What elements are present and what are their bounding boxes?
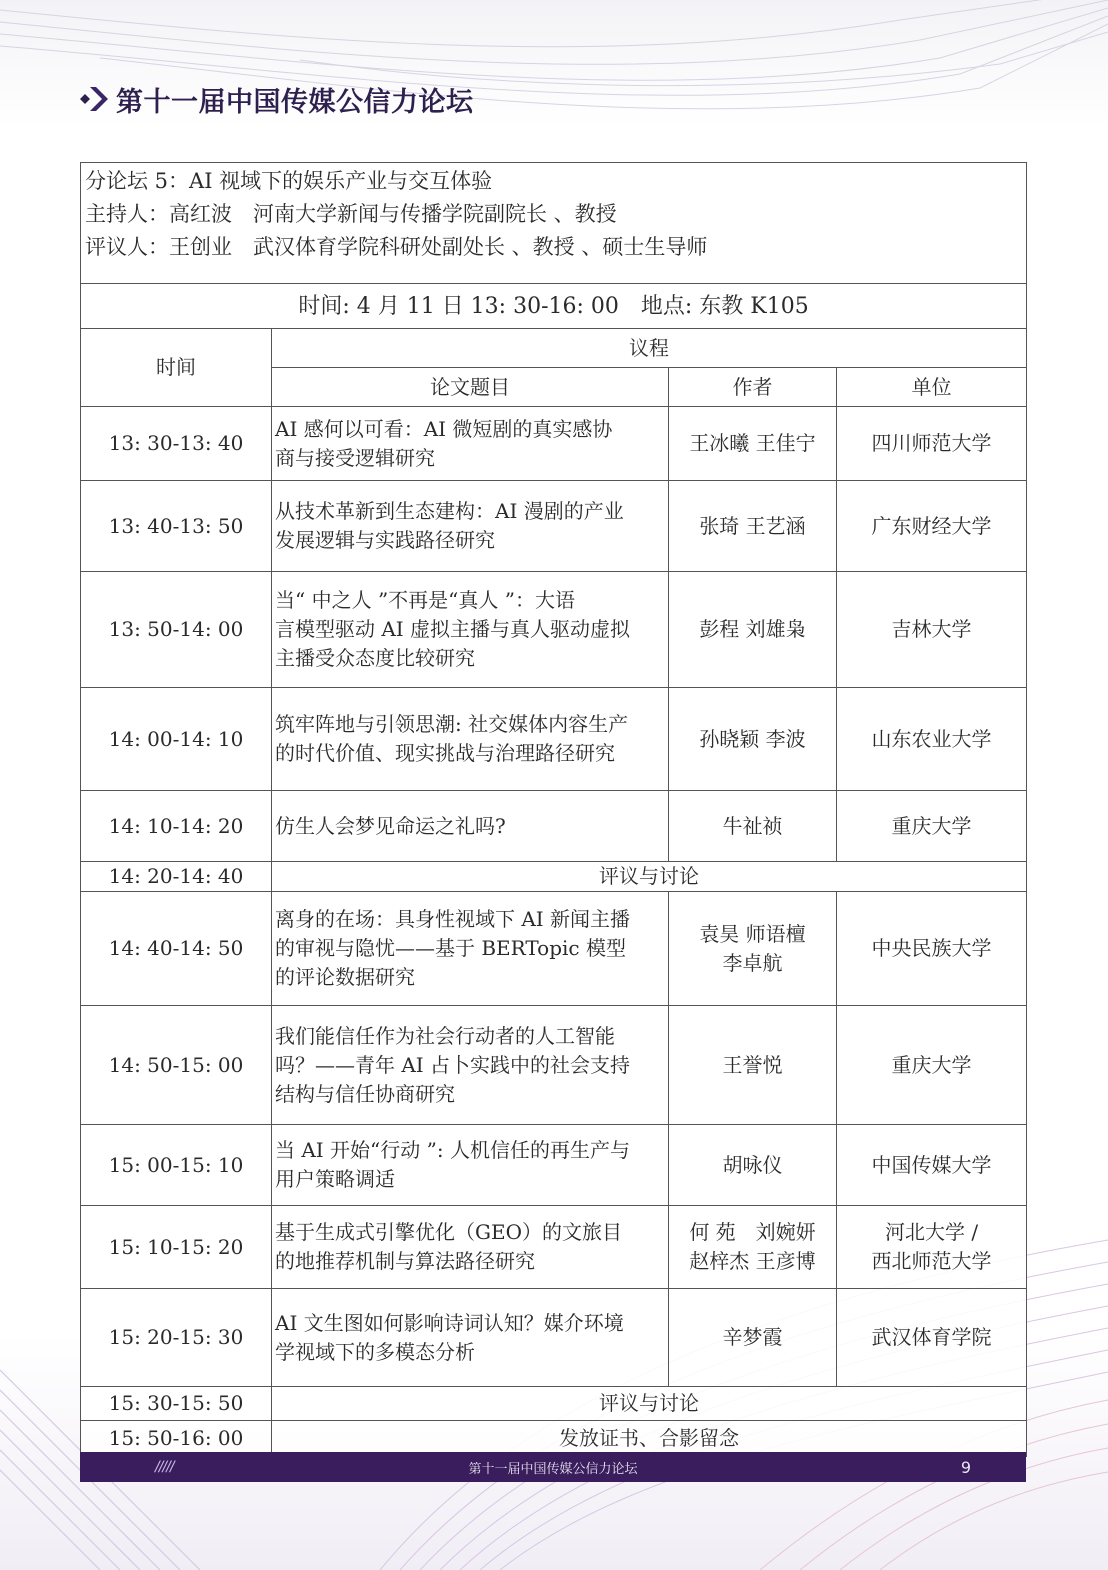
unit — [837, 892, 1027, 1006]
author — [669, 1125, 837, 1206]
unit — [837, 1125, 1027, 1206]
author — [669, 572, 837, 688]
paper-title-line: 言模型驱动 AI 虚拟主播与真人驱动虚拟 — [275, 617, 631, 641]
unit-line: 西北师范大学 — [871, 1249, 992, 1273]
author-line: 赵梓杰 王彦博 — [689, 1249, 816, 1273]
paper-title-line: 吗？——青年 AI 占卜实践中的社会支持 — [275, 1052, 631, 1077]
paper-title-line: 我们能信任作为社会行动者的人工智能 — [275, 1023, 615, 1048]
paper-title-line: 当 AI 开始“行动 ”: 人机信任的再生产与 — [275, 1138, 630, 1162]
paper-title-line: 发展逻辑与实践路径研究 — [275, 528, 495, 552]
agenda-row — [81, 862, 1027, 892]
footer-title: 第十一届中国传媒公信力论坛 — [468, 1461, 638, 1477]
unit — [837, 572, 1027, 688]
paper-title-line: 离身的在场：具身性视域下 AI 新闻主播 — [275, 907, 631, 931]
author-line: 王誉悦 — [722, 1052, 783, 1077]
paper-title — [272, 688, 669, 791]
unit-line: 中央民族大学 — [871, 936, 992, 960]
row-time: 13: 30-13: 40 — [81, 407, 272, 481]
paper-title-line: 的审视与隐忧——基于 BERTopic 模型 — [275, 936, 626, 960]
row-time: 14: 40-14: 50 — [81, 892, 272, 1006]
footer-bar — [80, 1452, 1026, 1482]
agenda-row — [81, 1289, 1027, 1387]
unit-line: 吉林大学 — [891, 617, 972, 641]
session-info — [81, 163, 1027, 284]
paper-title-line: 用户策略调适 — [275, 1167, 395, 1191]
paper-title-line: 结构与信任协商研究 — [275, 1081, 455, 1106]
paper-title-line: 仿生人会梦见命运之礼吗? — [275, 813, 506, 838]
row-time: 15: 50-16: 00 — [81, 1421, 272, 1457]
paper-title — [272, 481, 669, 572]
header-author: 作者 — [669, 368, 837, 407]
author-line: 胡咏仪 — [722, 1152, 783, 1177]
paper-title — [272, 407, 669, 481]
row-time: 15: 20-15: 30 — [81, 1289, 272, 1387]
unit — [837, 1206, 1027, 1289]
paper-title — [272, 572, 669, 688]
paper-title — [272, 791, 669, 862]
author-line: 孙晓颖 李波 — [699, 726, 806, 751]
row-time: 15: 00-15: 10 — [81, 1125, 272, 1206]
paper-title — [272, 1206, 669, 1289]
author-line: 张琦 王艺涵 — [699, 513, 806, 538]
unit — [837, 1289, 1027, 1387]
row-activity: 评议与讨论 — [272, 862, 1027, 892]
paper-title-line: 商与接受逻辑研究 — [275, 445, 435, 470]
row-time: 14: 20-14: 40 — [81, 862, 272, 892]
agenda-row — [81, 892, 1027, 1006]
author-line: 彭程 刘雄枭 — [699, 617, 806, 641]
author-line: 李卓航 — [722, 950, 783, 975]
unit — [837, 791, 1027, 862]
header-paper-title: 论文题目 — [272, 368, 669, 407]
unit-line: 广东财经大学 — [871, 513, 992, 538]
author — [669, 1289, 837, 1387]
unit — [837, 1006, 1027, 1125]
author-line: 袁昊 师语檀 — [699, 921, 806, 946]
forum-line: 分论坛 5：AI 视域下的娱乐产业与交互体验 — [85, 169, 493, 193]
paper-title-line: 学视域下的多模态分析 — [275, 1339, 475, 1364]
row-time: 15: 10-15: 20 — [81, 1206, 272, 1289]
page-number: 9 — [960, 1457, 971, 1477]
author — [669, 1206, 837, 1289]
session-info-row — [81, 163, 1027, 284]
author-line: 牛祉祯 — [722, 813, 783, 838]
agenda-row — [81, 791, 1027, 862]
paper-title-line: AI 感何以可看：AI 微短剧的真实感协 — [275, 416, 613, 441]
unit-line: 重庆大学 — [891, 813, 972, 838]
author — [669, 1006, 837, 1125]
paper-title-line: 主播受众态度比较研究 — [275, 646, 475, 670]
header-unit: 单位 — [837, 368, 1027, 407]
row-time: 14: 00-14: 10 — [81, 688, 272, 791]
agenda-table — [80, 162, 1027, 1457]
host-line: 主持人：高红波 河南大学新闻与传播学院副院长 、教授 — [85, 202, 617, 226]
author-line: 王冰曦 王佳宁 — [689, 431, 816, 455]
paper-title-line: 基于生成式引擎优化（GEO）的文旅目 — [275, 1220, 622, 1244]
paper-title — [272, 1125, 669, 1206]
row-activity: 评议与讨论 — [272, 1387, 1027, 1421]
unit-line: 重庆大学 — [891, 1052, 972, 1077]
agenda-row — [81, 1206, 1027, 1289]
row-time: 14: 50-15: 00 — [81, 1006, 272, 1125]
row-time: 13: 40-13: 50 — [81, 481, 272, 572]
page-header — [78, 78, 474, 120]
author — [669, 688, 837, 791]
paper-title — [272, 1006, 669, 1125]
unit — [837, 481, 1027, 572]
paper-title — [272, 892, 669, 1006]
agenda-row — [81, 407, 1027, 481]
paper-title-line: 筑牢阵地与引领思潮: 社交媒体内容生产 — [275, 712, 629, 736]
paper-title-line: AI 文生图如何影响诗词认知？媒介环境 — [275, 1310, 624, 1335]
row-time: 14: 10-14: 20 — [81, 791, 272, 862]
author-line: 何 苑 刘婉妍 — [689, 1220, 816, 1244]
time-location-row — [81, 284, 1027, 329]
agenda-row — [81, 1387, 1027, 1421]
paper-title-line: 的评论数据研究 — [275, 965, 415, 989]
author — [669, 892, 837, 1006]
agenda-row — [81, 1006, 1027, 1125]
agenda-row — [81, 1125, 1027, 1206]
forum-title: 第十一届中国传媒公信力论坛 — [116, 86, 474, 118]
chevron-diamond-icon — [78, 82, 112, 116]
author — [669, 481, 837, 572]
unit-line: 中国传媒大学 — [871, 1152, 992, 1177]
row-activity: 发放证书、合影留念 — [272, 1421, 1027, 1457]
author-line: 辛梦霞 — [722, 1325, 783, 1349]
row-time: 15: 30-15: 50 — [81, 1387, 272, 1421]
unit-line: 河北大学 / — [884, 1220, 979, 1244]
agenda-row — [81, 688, 1027, 791]
footer-slashes: ///// — [155, 1459, 174, 1475]
time-location: 时间: 4 月 11 日 13: 30-16: 00 地点: 东教 K105 — [81, 284, 1027, 329]
header-row-1 — [81, 329, 1027, 368]
paper-title-line: 的地推荐机制与算法路径研究 — [275, 1249, 535, 1273]
header-agenda: 议程 — [272, 329, 1027, 368]
unit — [837, 688, 1027, 791]
header-time: 时间 — [81, 329, 272, 407]
paper-title-line: 的时代价值、现实挑战与治理路径研究 — [275, 741, 615, 765]
paper-title — [272, 1289, 669, 1387]
unit-line: 武汉体育学院 — [871, 1325, 992, 1349]
unit — [837, 407, 1027, 481]
agenda-row — [81, 572, 1027, 688]
author — [669, 407, 837, 481]
reviewer-line: 评议人：王创业 武汉体育学院科研处副处长 、教授 、硕士生导师 — [85, 235, 708, 259]
unit-line: 四川师范大学 — [871, 431, 992, 455]
paper-title-line: 从技术革新到生态建构：AI 漫剧的产业 — [275, 499, 624, 523]
agenda-row — [81, 481, 1027, 572]
author — [669, 791, 837, 862]
paper-title-line: 当“ 中之人 ”不再是“真人 ”：大语 — [275, 588, 575, 612]
row-time: 13: 50-14: 00 — [81, 572, 272, 688]
unit-line: 山东农业大学 — [871, 726, 992, 751]
